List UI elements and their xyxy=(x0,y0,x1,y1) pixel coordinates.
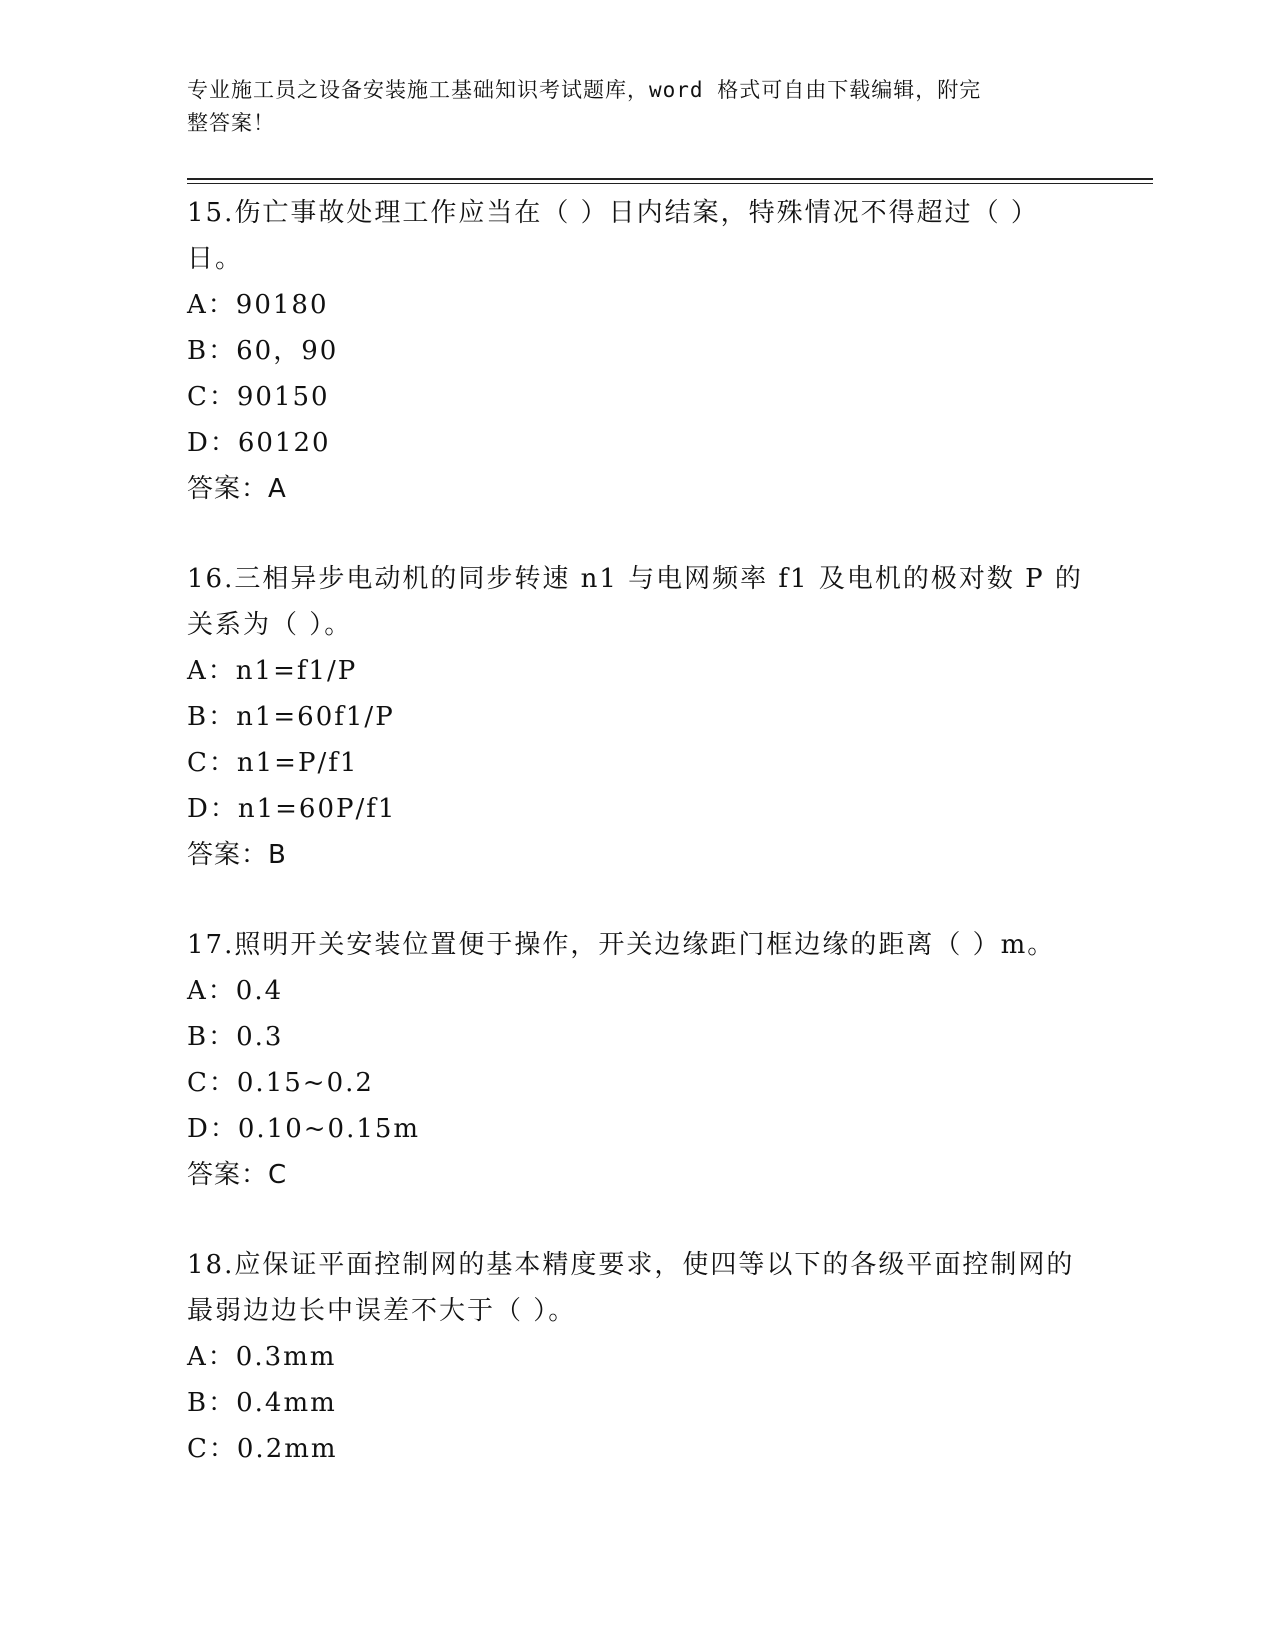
question-18 xyxy=(187,1242,1087,1472)
option-d: D：0.10~0.15m xyxy=(187,1114,421,1144)
option-d: D：60120 xyxy=(187,428,331,458)
document-header xyxy=(187,74,1067,140)
header-line-2: 整答案！ xyxy=(187,111,275,135)
option-a: A：0.3mm xyxy=(187,1342,337,1372)
header-divider-thin xyxy=(187,183,1153,184)
option-c: C：n1=P/f1 xyxy=(187,748,359,778)
option-a: A：0.4 xyxy=(187,976,284,1006)
question-15 xyxy=(187,190,1087,512)
answer-line: 答案：C xyxy=(187,1160,288,1190)
question-stem: 17.照明开关安装位置便于操作，开关边缘距门框边缘的距离（ ）m。 xyxy=(187,930,1056,960)
question-stem: 18.应保证平面控制网的基本精度要求，使四等以下的各级平面控制网的最弱边边长中误差不大于（ ）。 xyxy=(187,1250,1075,1326)
option-c: C：0.2mm xyxy=(187,1434,338,1464)
question-stem: 15.伤亡事故处理工作应当在（ ）日内结案，特殊情况不得超过（ ）日。 xyxy=(187,198,1039,274)
option-b: B：n1=60f1/P xyxy=(187,702,395,732)
option-a: A：90180 xyxy=(187,290,329,320)
header-line-1: 专业施工员之设备安装施工基础知识考试题库，word 格式可自由下载编辑，附完 xyxy=(187,78,982,102)
option-b: B：0.4mm xyxy=(187,1388,337,1418)
header-divider-thick xyxy=(187,178,1153,180)
question-16 xyxy=(187,556,1087,878)
option-a: A：n1=f1/P xyxy=(187,656,358,686)
answer-line: 答案：A xyxy=(187,474,287,504)
option-c: C：90150 xyxy=(187,382,330,412)
question-17 xyxy=(187,922,1087,1198)
question-list xyxy=(187,190,1087,1516)
option-b: B：60，90 xyxy=(187,336,339,366)
option-c: C：0.15~0.2 xyxy=(187,1068,374,1098)
answer-line: 答案：B xyxy=(187,840,287,870)
option-d: D：n1=60P/f1 xyxy=(187,794,397,824)
option-b: B：0.3 xyxy=(187,1022,284,1052)
question-stem: 16.三相异步电动机的同步转速 n1 与电网频率 f1 及电机的极对数 P 的关系为（ ）。 xyxy=(187,564,1083,640)
